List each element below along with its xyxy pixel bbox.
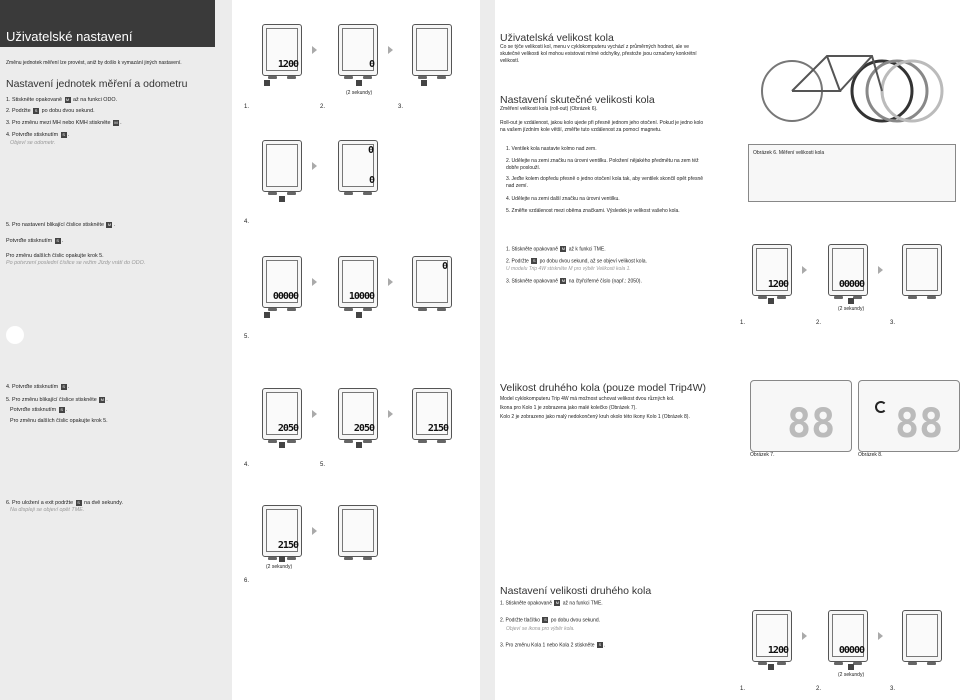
two-seconds-label: (2 sekundy) [838, 306, 865, 312]
computer-display: 00000 [262, 256, 302, 308]
step-number: 1. [740, 320, 746, 326]
figure-7-caption: Obrázek 7. [750, 452, 775, 458]
computer-display: 1200 [752, 244, 792, 296]
set-key-icon: S [77, 499, 80, 505]
arrow-right-icon [312, 527, 317, 535]
arrow-right-icon [388, 278, 393, 286]
two-seconds-label: (2 sekundy) [266, 564, 293, 570]
step-number: 2. [816, 686, 822, 692]
set-key-icon: S [56, 237, 59, 243]
arrow-right-icon [312, 410, 317, 418]
left-confirm: Potvrďte stisknutím S . [6, 237, 64, 244]
step-number: 2. [320, 104, 326, 110]
left-repeat-note: Po potvrzení poslední číslice se režim Jízdy vrátí do ODO. [6, 260, 146, 266]
computer-display: 2050 [338, 388, 378, 440]
arrow-right-icon [802, 266, 807, 274]
two-seconds-label: (2 sekundy) [346, 90, 373, 96]
right-panel-bg [480, 0, 495, 700]
computer-display: 1200 [262, 24, 302, 76]
left-bottom-repeat: Pro změnu dalších číslic opakujte krok 5. [10, 418, 108, 424]
arrow-right-icon [312, 278, 317, 286]
left-step-6-note: Na displeji se objeví opět TME. [10, 507, 85, 513]
setup2-step-2: 2. Podržte tlačítko S po dobu dvou sekund. [500, 617, 601, 624]
set-key-icon: S [60, 406, 63, 412]
mode-key-icon: M [561, 278, 566, 283]
arrow-right-icon [802, 632, 807, 640]
real-size-text: Roll-out je vzdálenost, jakou kolo ujede při přesně jednom jeho otočení. Pokud je jedno kolo na vašem jízdním kole větší, změřte tuto vzdálenost za pomocí magnetu. [500, 120, 704, 133]
computer-display [902, 244, 942, 296]
set-key-icon: S [62, 383, 65, 389]
computer-display [412, 24, 452, 76]
mode-button-icon [264, 80, 270, 86]
set-button-icon [279, 196, 285, 202]
bontrager-logo-icon [6, 326, 24, 344]
arrow-right-icon [312, 162, 317, 170]
second-wheel-title: Velikost druhého kola (pouze model Trip4W) [500, 382, 707, 394]
step-number: 5. [320, 462, 326, 468]
mode-key-icon: M [561, 246, 566, 251]
set-button-icon [279, 556, 285, 562]
step-number: 3. [890, 320, 896, 326]
real-step-2: 2. Udělejte na zemi značku na úrovni ventilku. Položení nějakého předmětu na zem též dobře poslouží. [506, 158, 699, 171]
computer-display: 0 [338, 24, 378, 76]
set-button-icon [279, 442, 285, 448]
step-number: 2. [816, 320, 822, 326]
computer-display: 0 [412, 256, 452, 308]
left-bottom-step-4: 4. Potvrďte stisknutím S . [6, 383, 70, 390]
computer-display: 2150 [262, 505, 302, 557]
second-wheel-text-1: Model cyklokomputeru Trip 4W má možnost uchovat velikost dvou různých kol. [500, 396, 675, 402]
real-size-title: Nastavení skutečné velikosti kola [500, 94, 655, 106]
step-number: 5. [244, 334, 250, 340]
figure-8-display: 88 [858, 380, 960, 452]
left-step-5: 5. Pro nastavení blikající číslice stiskněte M . [6, 221, 115, 228]
set-key-icon: S [34, 107, 38, 113]
set-step-1: 1. Stiskněte opakovaně M až k funkci TME. [506, 246, 606, 253]
section-title-units: Nastavení jednotek měření a odometru [6, 78, 188, 90]
mode-key-icon: M [114, 119, 118, 125]
step-number: 4. [244, 462, 250, 468]
computer-display: 2050 [262, 388, 302, 440]
computer-display [338, 505, 378, 557]
wheel-size-title: Uživatelská velikost kola [500, 32, 614, 44]
set-key-icon: S [62, 131, 65, 137]
setup2-step-3: 3. Pro změnu Kola 1 nebo Kola 2 stiskněte S . [500, 642, 606, 649]
mode-button-icon [768, 298, 774, 304]
left-step-4: 4. Potvrďte stisknutím S . [6, 131, 70, 138]
figure-8-caption: Obrázek 8. [858, 452, 883, 458]
arrow-right-icon [878, 266, 883, 274]
left-bottom-step-5: 5. Pro změnu blikající číslice stiskněte M . [6, 396, 108, 403]
step-number: 4. [244, 219, 250, 225]
left-step-2: 2. Podržte S po dobu dvou sekund. [6, 107, 95, 114]
wheel-2-icon [875, 401, 887, 413]
page-subtitle: Změnu jednotek měření lze provést, aniž by došlo k vymazání jiných nastavení. [6, 60, 182, 66]
left-bottom-confirm: Potvrďte stisknutím S . [10, 406, 68, 413]
left-repeat: Pro změnu dalších číslic opakujte krok 5. [6, 253, 104, 259]
figure-7-display: 88 [750, 380, 852, 452]
arrow-right-icon [388, 46, 393, 54]
mode-button-icon [264, 312, 270, 318]
left-step-1: 1. Stiskněte opakovaně M až na funkci ODO. [6, 96, 118, 103]
left-step-4-note: Objeví se odometr. [10, 140, 56, 146]
computer-display [902, 610, 942, 662]
setup-second-title: Nastavení velikosti druhého kola [500, 585, 652, 597]
real-step-4: 4. Udělejte na zemi další značku na úrovni ventilku. [506, 196, 620, 202]
mode-button-icon [768, 664, 774, 670]
set-button-icon [848, 664, 854, 670]
set-button-icon [356, 80, 362, 86]
mode-key-icon: M [555, 600, 560, 605]
computer-display: 1200 [752, 610, 792, 662]
wheel-size-text: Co se týče velikosti kol, menu v cyklokomputeru vychází z průměrných hodnot, ale ve skutečné velikosti kol mohou existovat mírné odchylky, přestože jsou označeny konkrétní velikostí. [500, 44, 697, 64]
set-key-icon: S [544, 617, 547, 622]
bike-illustration [752, 36, 952, 126]
arrow-right-icon [388, 410, 393, 418]
step-number: 3. [398, 104, 404, 110]
computer-display: 2150 [412, 388, 452, 440]
mode-button-icon [421, 80, 427, 86]
figure-6-caption: Obrázek 6. Měření velikosti kola [753, 150, 825, 156]
left-step-3: 3. Pro změnu mezi MH nebo KMH stiskněte M . [6, 119, 122, 126]
set-key-icon: S [532, 258, 536, 263]
left-step-6: 6. Pro uložení a exit podržte S na dvě sekundy. [6, 499, 123, 506]
second-wheel-text-3: Kolo 2 je zobrazeno jako malý nedokončený kruh okolo této ikony Kolo 1 (Obrázek 8). [500, 414, 690, 420]
mode-key-icon: M [65, 96, 70, 102]
computer-display: 00000 [828, 610, 868, 662]
set-button-icon [848, 298, 854, 304]
computer-display: 0 0 [338, 140, 378, 192]
two-seconds-label: (2 sekundy) [838, 672, 865, 678]
set-step-3: 3. Stiskněte opakovaně M na čtyřciferné číslo (např.: 2050). [506, 278, 642, 285]
computer-display: 00000 [828, 244, 868, 296]
computer-display [262, 140, 302, 192]
step-number: 3. [890, 686, 896, 692]
step-number: 1. [244, 104, 250, 110]
setup2-step-2-note: Objeví se ikona pro výběr kola. [506, 626, 575, 632]
arrow-right-icon [878, 632, 883, 640]
set-button-icon [356, 312, 362, 318]
real-step-1: 1. Ventilek kola nastavte kolmo nad zem. [506, 146, 597, 152]
mode-key-icon: M [100, 396, 104, 402]
mode-key-icon: M [107, 221, 112, 227]
arrow-right-icon [312, 46, 317, 54]
real-step-3: 3. Jeďte kolem dopředu přesně o jedno otočení kola tak, aby ventilek skončil opět přesně nad zemí. [506, 176, 704, 189]
left-panel-bg [0, 0, 232, 700]
real-size-subtitle: Změření velikosti kola (roll-out) (Obrázek 6). [500, 106, 598, 112]
set-step-2: 2. Podržte S po dobu dvou sekund, až se objeví velikost kola. [506, 258, 647, 265]
page-title: Uživatelské nastavení [6, 29, 133, 44]
second-wheel-text-2: Ikona pro Kolo 1 je zobrazena jako malé kolečko (Obrázek 7). [500, 405, 637, 411]
real-step-5: 5. Změřte vzdálenost mezi oběma značkami. Výsledek je velikost vašeho kola. [506, 208, 680, 214]
set-key-icon: S [598, 642, 602, 647]
step-number: 1. [740, 686, 746, 692]
mode-button-icon [356, 442, 362, 448]
middle-panel [232, 0, 480, 700]
set-step-2-note: U modelu Trip 4W stiskněte M pro výběr Velikosti kola 1. [506, 266, 631, 272]
step-number: 6. [244, 578, 250, 584]
setup2-step-1: 1. Stiskněte opakovaně M až na funkci TME. [500, 600, 603, 607]
computer-display: 10000 [338, 256, 378, 308]
